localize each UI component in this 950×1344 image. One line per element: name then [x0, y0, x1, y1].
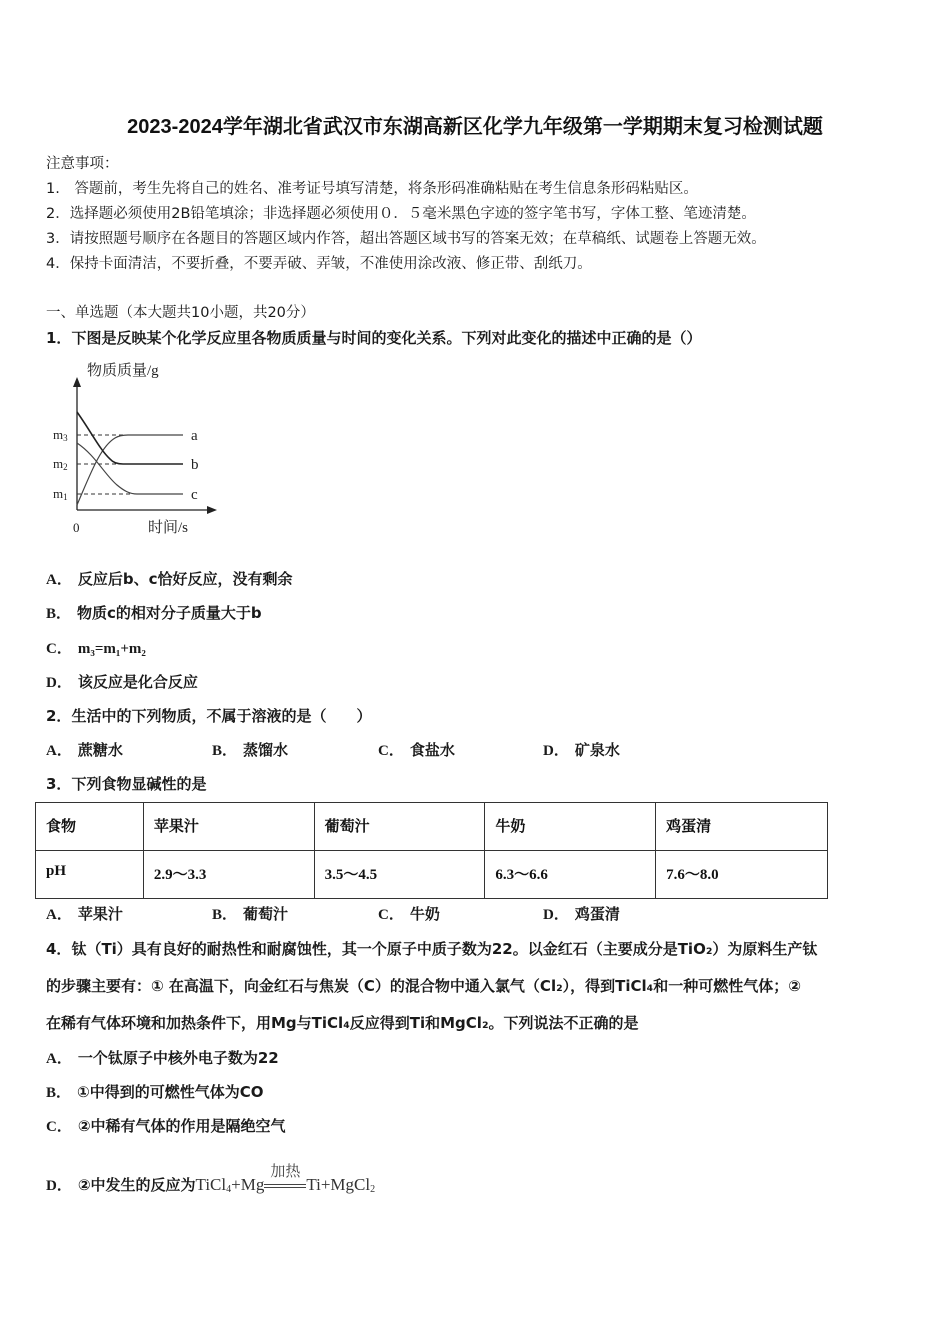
x-axis-label: 时间/s: [148, 520, 189, 536]
q4-option-b[interactable]: B． ①中得到的可燃性气体为CO: [46, 1083, 264, 1101]
question-number: 1．: [46, 329, 72, 347]
q2-option-b[interactable]: B． 蒸馏水: [212, 741, 289, 759]
q1-option-a[interactable]: A． 反应后b、c恰好反应，没有剩余: [46, 570, 293, 588]
table-cell: 3.5～4.5: [314, 851, 485, 899]
q2-option-a[interactable]: A． 蔗糖水: [46, 741, 123, 759]
question-2-stem: 2．生活中的下列物质，不属于溶液的是（ ）: [46, 707, 372, 725]
table-cell: 葡萄汁: [314, 803, 485, 851]
origin-label: 0: [73, 520, 80, 535]
notice-item-1: 1. 答题前，考生先将自己的姓名、准考证号填写清楚，将条形码准确粘贴在考生信息条形码粘贴区。: [46, 181, 698, 197]
table-row: [36, 851, 828, 899]
level-m1: m1: [53, 486, 68, 502]
curve-label-b: b: [191, 457, 199, 473]
heating-condition: 加热: [264, 1184, 306, 1195]
level-m3: m3: [53, 427, 68, 443]
page-title: 2023-2024学年湖北省武汉市东湖高新区化学九年级第一学期期末复习检测试题: [127, 116, 823, 138]
question-3-stem: 3．下列食物显碱性的是: [46, 775, 207, 793]
q2-option-d[interactable]: D． 矿泉水: [543, 741, 620, 759]
curve-label-c: c: [191, 487, 198, 503]
reaction-equation: TiCl$_4$+Mg 加热 Ti+MgCl$_2$: [195, 1162, 376, 1195]
question-1-stem: [46, 327, 701, 348]
table-cell: pH: [36, 851, 144, 899]
q3-option-d[interactable]: D． 鸡蛋清: [543, 905, 620, 923]
q3-option-b[interactable]: B． 葡萄汁: [212, 905, 289, 923]
question-4-stem-line-1: 4．钛（Ti）具有良好的耐热性和耐腐蚀性，其一个原子中质子数为22。以金红石（主要成分是TiO₂）为原料生产钛: [46, 940, 818, 958]
table-cell: 2.9～3.3: [143, 851, 314, 899]
q1-option-b[interactable]: B． 物质c的相对分子质量大于b: [46, 604, 262, 622]
notice-item-2: 2．选择题必须使用2B铅笔填涂；非选择题必须使用０．５毫米黑色字迹的签字笔书写，字体工整、笔迹清楚。: [46, 206, 756, 222]
table-cell: 食物: [36, 803, 144, 851]
y-axis-label: 物质质量/g: [87, 363, 159, 379]
notice-item-4: 4．保持卡面清洁，不要折叠，不要弄破、弄皱，不准使用涂改液、修正带、刮纸刀。: [46, 256, 592, 272]
ph-table: [35, 802, 828, 899]
q1-option-c[interactable]: C． m₃=m₁+m₂: [46, 641, 146, 657]
curve-label-a: a: [191, 428, 198, 444]
table-cell: 7.6～8.0: [656, 851, 828, 899]
q4-option-a[interactable]: A． 一个钛原子中核外电子数为22: [46, 1049, 279, 1067]
q2-option-c[interactable]: C． 食盐水: [378, 741, 455, 759]
table-cell: 牛奶: [485, 803, 656, 851]
question-text: 下图是反映某个化学反应里各物质质量与时间的变化关系。下列对此变化的描述中正确的是（）: [71, 329, 702, 347]
mass-time-graph: [45, 355, 235, 545]
table-header-row: [36, 803, 828, 851]
q1-option-d[interactable]: D． 该反应是化合反应: [46, 673, 198, 691]
question-4-stem-line-2: 的步骤主要有：① 在高温下，向金红石与焦炭（C）的混合物中通入氯气（Cl₂），得到TiCl₄和一种可燃性气体；②: [46, 977, 801, 995]
level-m2: m2: [53, 456, 68, 472]
q3-option-a[interactable]: A． 苹果汁: [46, 905, 123, 923]
table-cell: 苹果汁: [143, 803, 314, 851]
question-4-stem-line-3: 在稀有气体环境和加热条件下，用Mg与TiCl₄反应得到Ti和MgCl₂。下列说法不正确的是: [46, 1014, 639, 1032]
notice-heading: 注意事项：: [46, 156, 119, 172]
notice-item-3: 3．请按照题号顺序在各题目的答题区域内作答，超出答题区域书写的答案无效；在草稿纸、试题卷上答题无效。: [46, 231, 766, 247]
q4-option-c[interactable]: C． ②中稀有气体的作用是隔绝空气: [46, 1117, 286, 1135]
table-cell: 6.3～6.6: [485, 851, 656, 899]
q3-option-c[interactable]: C． 牛奶: [378, 905, 440, 923]
section-heading: 一、单选题（本大题共10小题，共20分）: [46, 305, 315, 321]
table-cell: 鸡蛋清: [656, 803, 828, 851]
q4-option-d[interactable]: D． ②中发生的反应为TiCl$_4$+Mg 加热 Ti+MgCl$_2$: [46, 1162, 376, 1195]
